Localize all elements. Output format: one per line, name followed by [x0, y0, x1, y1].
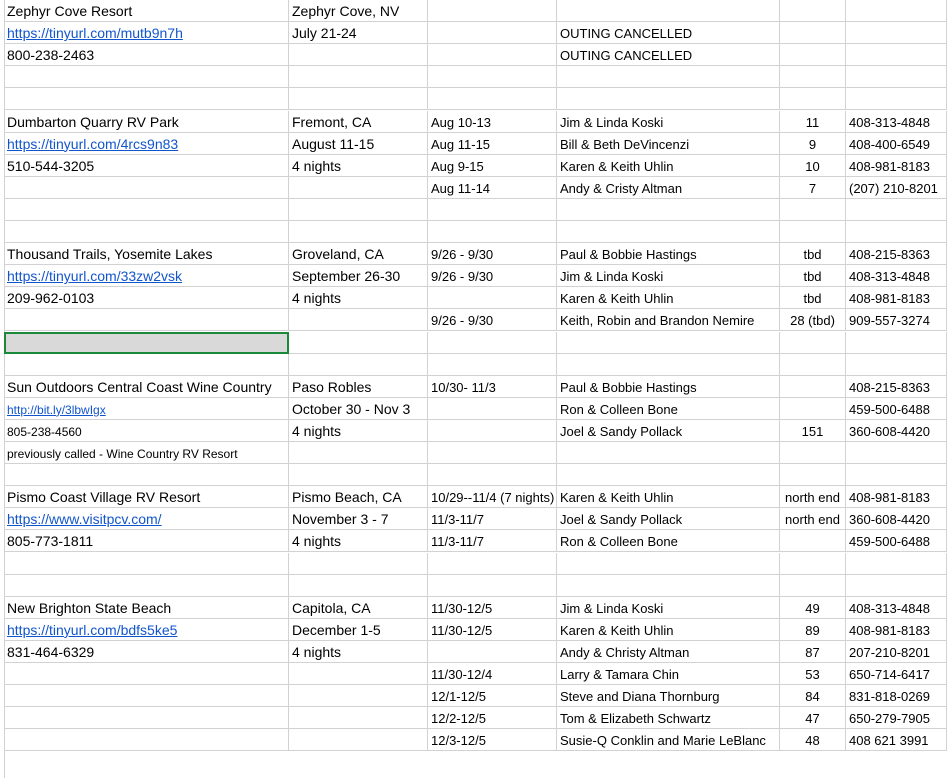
table-cell[interactable]: tbd [780, 243, 846, 265]
table-cell[interactable]: 408-981-8183 [846, 619, 947, 641]
table-cell[interactable] [557, 88, 780, 110]
table-cell[interactable] [846, 221, 947, 243]
table-cell[interactable] [289, 553, 428, 575]
table-cell[interactable] [846, 332, 947, 354]
table-cell[interactable] [4, 464, 289, 486]
table-cell[interactable] [557, 66, 780, 88]
table-cell[interactable] [846, 553, 947, 575]
table-cell[interactable]: Paul & Bobbie Hastings [557, 376, 780, 398]
table-cell[interactable] [846, 66, 947, 88]
table-cell[interactable]: 650-279-7905 [846, 707, 947, 729]
table-cell[interactable] [289, 464, 428, 486]
table-cell[interactable] [289, 707, 428, 729]
table-cell[interactable]: 408-981-8183 [846, 155, 947, 177]
table-cell[interactable] [289, 309, 428, 331]
table-cell[interactable] [780, 553, 846, 575]
link-cell[interactable]: https://tinyurl.com/bdfs5ke5 [4, 619, 289, 641]
table-cell[interactable] [780, 442, 846, 464]
table-cell[interactable] [428, 44, 557, 66]
table-cell[interactable] [289, 66, 428, 88]
table-cell[interactable] [4, 221, 289, 243]
table-cell[interactable] [846, 199, 947, 221]
table-cell[interactable] [780, 354, 846, 376]
table-cell[interactable] [780, 398, 846, 420]
table-cell[interactable]: 209-962-0103 [4, 287, 289, 309]
table-cell[interactable] [428, 221, 557, 243]
link-cell[interactable]: http://bit.ly/3lbwIgx [4, 398, 289, 420]
table-cell[interactable] [428, 66, 557, 88]
table-cell[interactable]: (207) 210-8201 [846, 177, 947, 199]
table-cell[interactable] [557, 553, 780, 575]
table-cell[interactable]: 11/3-11/7 [428, 530, 557, 552]
table-cell[interactable] [557, 332, 780, 354]
table-cell[interactable] [289, 199, 428, 221]
table-cell[interactable]: 408-981-8183 [846, 486, 947, 508]
table-cell[interactable]: 9/26 - 9/30 [428, 243, 557, 265]
table-cell[interactable]: Jim & Linda Koski [557, 265, 780, 287]
table-cell[interactable] [428, 332, 557, 354]
table-cell[interactable]: 87 [780, 641, 846, 663]
table-cell[interactable]: 408 621 3991 [846, 729, 947, 751]
table-cell[interactable] [4, 663, 289, 685]
table-cell[interactable]: 49 [780, 597, 846, 619]
table-cell[interactable] [780, 199, 846, 221]
table-cell[interactable]: Pismo Coast Village RV Resort [4, 486, 289, 508]
table-cell[interactable] [428, 420, 557, 442]
table-cell[interactable] [4, 707, 289, 729]
table-cell[interactable] [780, 44, 846, 66]
table-cell[interactable]: 4 nights [289, 641, 428, 663]
table-cell[interactable] [289, 729, 428, 751]
table-cell[interactable]: 408-313-4848 [846, 265, 947, 287]
table-cell[interactable] [846, 442, 947, 464]
table-cell[interactable]: 4 nights [289, 287, 428, 309]
table-cell[interactable]: 11 [780, 111, 846, 133]
table-cell[interactable]: 84 [780, 685, 846, 707]
table-cell[interactable] [428, 199, 557, 221]
table-cell[interactable]: Jim & Linda Koski [557, 597, 780, 619]
table-cell[interactable]: Zephyr Cove Resort [4, 0, 289, 22]
table-cell[interactable]: 89 [780, 619, 846, 641]
table-cell[interactable]: 10/29--11/4 (7 nights) [428, 486, 557, 508]
table-cell[interactable]: north end [780, 486, 846, 508]
table-cell[interactable] [780, 0, 846, 22]
table-cell[interactable]: 12/3-12/5 [428, 729, 557, 751]
table-cell[interactable]: Ron & Colleen Bone [557, 398, 780, 420]
table-cell[interactable]: 11/30-12/5 [428, 619, 557, 641]
table-cell[interactable]: tbd [780, 265, 846, 287]
table-cell[interactable]: 151 [780, 420, 846, 442]
table-cell[interactable] [4, 354, 289, 376]
table-cell[interactable] [289, 354, 428, 376]
table-cell[interactable] [4, 199, 289, 221]
table-cell[interactable]: 47 [780, 707, 846, 729]
table-cell[interactable]: Tom & Elizabeth Schwartz [557, 707, 780, 729]
table-cell[interactable]: 9/26 - 9/30 [428, 309, 557, 331]
table-cell[interactable]: 800-238-2463 [4, 44, 289, 66]
link-cell[interactable]: https://www.visitpcv.com/ [4, 508, 289, 530]
table-cell[interactable] [780, 22, 846, 44]
table-cell[interactable] [289, 177, 428, 199]
table-cell[interactable]: 408-981-8183 [846, 287, 947, 309]
table-cell[interactable] [428, 88, 557, 110]
table-cell[interactable]: October 30 - Nov 3 [289, 398, 428, 420]
table-cell[interactable]: 650-714-6417 [846, 663, 947, 685]
table-cell[interactable]: 360-608-4420 [846, 420, 947, 442]
table-cell[interactable]: 909-557-3274 [846, 309, 947, 331]
table-cell[interactable] [780, 575, 846, 597]
table-cell[interactable]: tbd [780, 287, 846, 309]
table-cell[interactable] [289, 332, 428, 354]
table-cell[interactable] [289, 44, 428, 66]
table-cell[interactable] [289, 663, 428, 685]
table-cell[interactable] [289, 575, 428, 597]
table-cell[interactable]: Karen & Keith Uhlin [557, 619, 780, 641]
table-cell[interactable] [557, 199, 780, 221]
table-cell[interactable]: 10/30- 11/3 [428, 376, 557, 398]
table-cell[interactable]: Aug 9-15 [428, 155, 557, 177]
table-cell[interactable]: July 21-24 [289, 22, 428, 44]
table-cell[interactable] [846, 575, 947, 597]
table-cell[interactable]: OUTING CANCELLED [557, 44, 780, 66]
table-cell[interactable]: Capitola, CA [289, 597, 428, 619]
table-cell[interactable]: 459-500-6488 [846, 398, 947, 420]
table-cell[interactable]: Larry & Tamara Chin [557, 663, 780, 685]
table-cell[interactable] [557, 0, 780, 22]
table-cell[interactable]: 805-773-1811 [4, 530, 289, 552]
table-cell[interactable] [428, 553, 557, 575]
table-cell[interactable]: August 11-15 [289, 133, 428, 155]
table-cell[interactable] [4, 553, 289, 575]
table-cell[interactable]: Pismo Beach, CA [289, 486, 428, 508]
table-cell[interactable] [557, 354, 780, 376]
table-cell[interactable] [4, 729, 289, 751]
table-cell[interactable] [780, 464, 846, 486]
table-cell[interactable] [4, 685, 289, 707]
table-cell[interactable]: 4 nights [289, 155, 428, 177]
table-cell[interactable]: previously called - Wine Country RV Resort [4, 442, 289, 464]
table-cell[interactable] [428, 398, 557, 420]
table-cell[interactable]: 408-313-4848 [846, 111, 947, 133]
table-cell[interactable]: Dumbarton Quarry RV Park [4, 111, 289, 133]
table-cell[interactable]: New Brighton State Beach [4, 597, 289, 619]
table-cell[interactable] [289, 442, 428, 464]
table-cell[interactable]: 11/3-11/7 [428, 508, 557, 530]
table-cell[interactable] [780, 66, 846, 88]
table-cell[interactable]: Keith, Robin and Brandon Nemire [557, 309, 780, 331]
table-cell[interactable]: 12/2-12/5 [428, 707, 557, 729]
table-cell[interactable]: Joel & Sandy Pollack [557, 508, 780, 530]
table-cell[interactable]: 831-464-6329 [4, 641, 289, 663]
table-cell[interactable]: November 3 - 7 [289, 508, 428, 530]
table-cell[interactable] [428, 442, 557, 464]
table-cell[interactable] [780, 376, 846, 398]
table-cell[interactable] [846, 0, 947, 22]
table-cell[interactable]: Fremont, CA [289, 111, 428, 133]
table-cell[interactable]: Groveland, CA [289, 243, 428, 265]
table-cell[interactable]: north end [780, 508, 846, 530]
link-cell[interactable]: https://tinyurl.com/33zw2vsk [4, 265, 289, 287]
table-cell[interactable]: 805-238-4560 [4, 420, 289, 442]
table-cell[interactable]: 9/26 - 9/30 [428, 265, 557, 287]
table-cell[interactable]: 12/1-12/5 [428, 685, 557, 707]
table-cell[interactable] [557, 464, 780, 486]
table-cell[interactable] [289, 88, 428, 110]
table-cell[interactable] [846, 464, 947, 486]
table-cell[interactable]: Paso Robles [289, 376, 428, 398]
table-cell[interactable]: Bill & Beth DeVincenzi [557, 133, 780, 155]
table-cell[interactable] [846, 22, 947, 44]
table-cell[interactable]: Jim & Linda Koski [557, 111, 780, 133]
table-cell[interactable] [428, 641, 557, 663]
table-cell[interactable]: December 1-5 [289, 619, 428, 641]
table-cell[interactable]: 360-608-4420 [846, 508, 947, 530]
table-cell[interactable]: Andy & Cristy Altman [557, 177, 780, 199]
table-cell[interactable] [428, 464, 557, 486]
table-cell[interactable]: 459-500-6488 [846, 530, 947, 552]
table-cell[interactable]: Karen & Keith Uhlin [557, 486, 780, 508]
table-cell[interactable]: 408-215-8363 [846, 243, 947, 265]
table-cell[interactable] [780, 530, 846, 552]
table-cell[interactable]: 7 [780, 177, 846, 199]
table-cell[interactable] [4, 575, 289, 597]
table-cell[interactable]: Aug 11-15 [428, 133, 557, 155]
table-cell[interactable]: 28 (tbd) [780, 309, 846, 331]
table-cell[interactable]: Zephyr Cove, NV [289, 0, 428, 22]
table-cell[interactable] [780, 221, 846, 243]
table-cell[interactable]: 53 [780, 663, 846, 685]
table-cell[interactable]: Joel & Sandy Pollack [557, 420, 780, 442]
table-cell[interactable]: 408-215-8363 [846, 376, 947, 398]
table-cell[interactable]: 408-400-6549 [846, 133, 947, 155]
table-cell[interactable] [846, 44, 947, 66]
table-cell[interactable] [428, 22, 557, 44]
table-cell[interactable]: Paul & Bobbie Hastings [557, 243, 780, 265]
table-cell[interactable] [428, 287, 557, 309]
table-cell[interactable]: 11/30-12/5 [428, 597, 557, 619]
table-cell[interactable] [4, 88, 289, 110]
table-cell[interactable]: Steve and Diana Thornburg [557, 685, 780, 707]
table-cell[interactable] [428, 354, 557, 376]
selected-cell[interactable] [4, 332, 289, 354]
table-cell[interactable]: September 26-30 [289, 265, 428, 287]
table-cell[interactable]: Sun Outdoors Central Coast Wine Country [4, 376, 289, 398]
table-cell[interactable]: OUTING CANCELLED [557, 22, 780, 44]
table-cell[interactable]: 4 nights [289, 530, 428, 552]
table-cell[interactable]: Andy & Christy Altman [557, 641, 780, 663]
table-cell[interactable] [557, 575, 780, 597]
table-cell[interactable]: 510-544-3205 [4, 155, 289, 177]
table-cell[interactable] [428, 0, 557, 22]
table-cell[interactable] [557, 442, 780, 464]
table-cell[interactable] [780, 88, 846, 110]
table-cell[interactable] [4, 309, 289, 331]
table-cell[interactable] [4, 66, 289, 88]
table-cell[interactable]: Susie-Q Conklin and Marie LeBlanc [557, 729, 780, 751]
table-cell[interactable] [846, 354, 947, 376]
table-cell[interactable] [780, 332, 846, 354]
table-cell[interactable]: 831-818-0269 [846, 685, 947, 707]
table-cell[interactable]: 48 [780, 729, 846, 751]
table-cell[interactable] [846, 88, 947, 110]
table-cell[interactable]: 9 [780, 133, 846, 155]
link-cell[interactable]: https://tinyurl.com/mutb9n7h [4, 22, 289, 44]
table-cell[interactable] [289, 221, 428, 243]
table-cell[interactable] [557, 221, 780, 243]
table-cell[interactable] [289, 685, 428, 707]
table-cell[interactable]: Aug 10-13 [428, 111, 557, 133]
table-cell[interactable]: 408-313-4848 [846, 597, 947, 619]
table-cell[interactable]: 4 nights [289, 420, 428, 442]
link-cell[interactable]: https://tinyurl.com/4rcs9n83 [4, 133, 289, 155]
table-cell[interactable]: 11/30-12/4 [428, 663, 557, 685]
table-cell[interactable]: Ron & Colleen Bone [557, 530, 780, 552]
table-cell[interactable] [428, 575, 557, 597]
table-cell[interactable]: 207-210-8201 [846, 641, 947, 663]
table-cell[interactable]: Aug 11-14 [428, 177, 557, 199]
table-cell[interactable]: Karen & Keith Uhlin [557, 287, 780, 309]
table-cell[interactable]: 10 [780, 155, 846, 177]
table-cell[interactable]: Karen & Keith Uhlin [557, 155, 780, 177]
table-cell[interactable] [4, 177, 289, 199]
table-cell[interactable]: Thousand Trails, Yosemite Lakes [4, 243, 289, 265]
